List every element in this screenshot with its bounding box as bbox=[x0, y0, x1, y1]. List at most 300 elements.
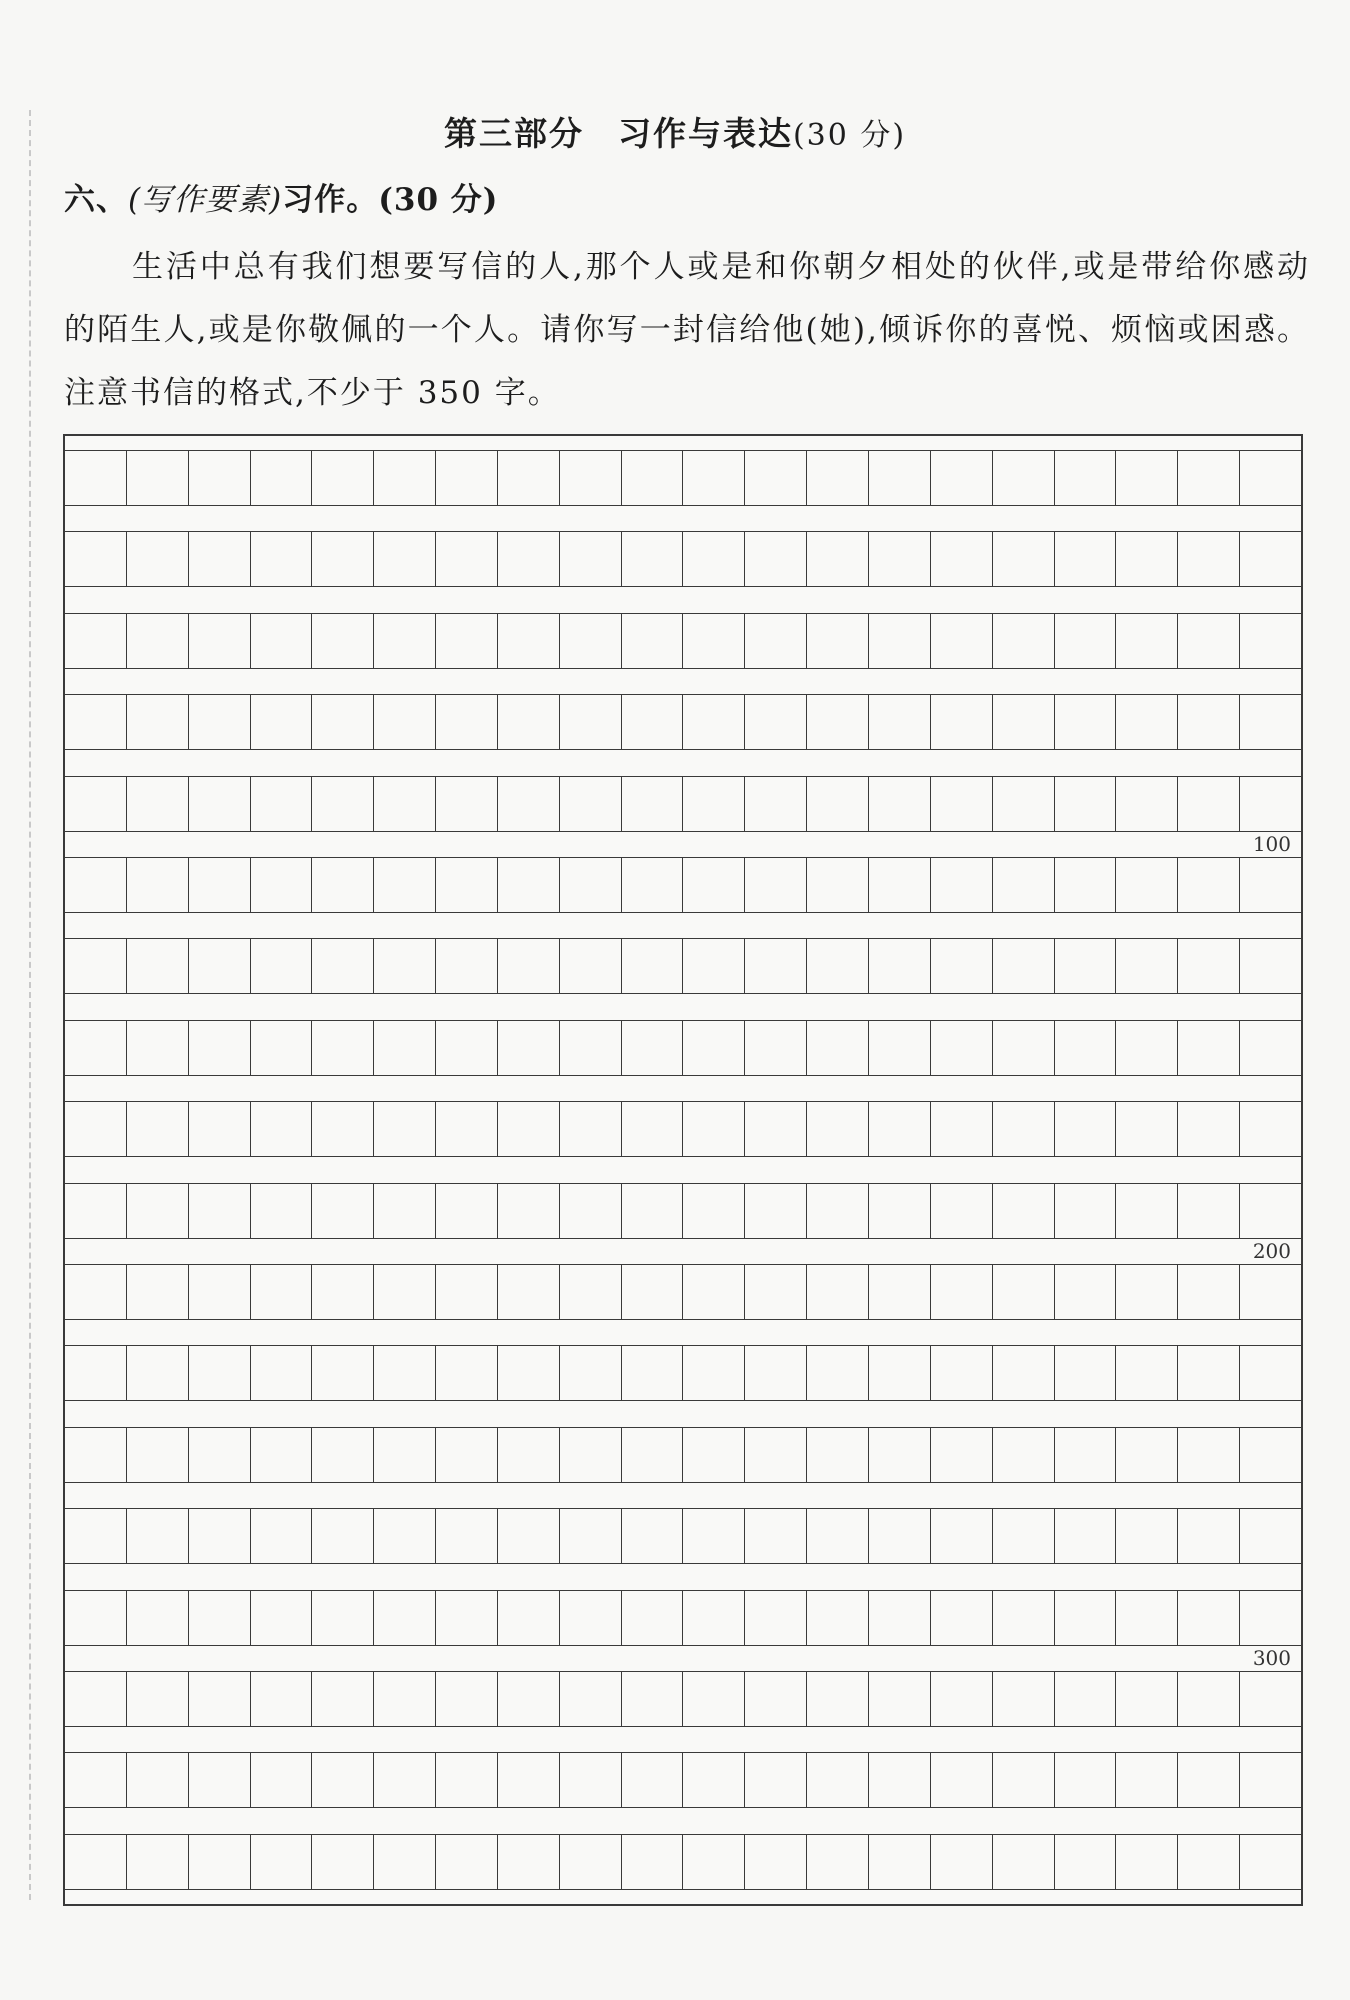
grid-cell[interactable] bbox=[622, 614, 684, 668]
grid-cell[interactable] bbox=[1116, 614, 1178, 668]
grid-cell[interactable] bbox=[807, 939, 869, 993]
grid-cell[interactable] bbox=[436, 1753, 498, 1807]
grid-cell[interactable] bbox=[931, 1428, 993, 1482]
grid-cell[interactable] bbox=[1055, 1184, 1117, 1238]
grid-cell[interactable] bbox=[745, 1265, 807, 1319]
grid-cell[interactable] bbox=[683, 858, 745, 912]
grid-cell[interactable] bbox=[1055, 1346, 1117, 1400]
grid-cell[interactable] bbox=[560, 1021, 622, 1075]
grid-cell[interactable] bbox=[65, 532, 127, 586]
grid-cell[interactable] bbox=[993, 695, 1055, 749]
grid-cell[interactable] bbox=[1116, 1021, 1178, 1075]
grid-cell[interactable] bbox=[560, 1184, 622, 1238]
grid-cell[interactable] bbox=[869, 939, 931, 993]
grid-cell[interactable] bbox=[931, 1672, 993, 1726]
grid-cell[interactable] bbox=[869, 614, 931, 668]
grid-cell[interactable] bbox=[931, 1102, 993, 1156]
grid-cell[interactable] bbox=[374, 939, 436, 993]
grid-cell[interactable] bbox=[993, 777, 1055, 831]
grid-cell[interactable] bbox=[745, 1753, 807, 1807]
grid-cell[interactable] bbox=[498, 1753, 560, 1807]
grid-cell[interactable] bbox=[374, 1428, 436, 1482]
grid-cell[interactable] bbox=[931, 858, 993, 912]
grid-cell[interactable] bbox=[622, 1753, 684, 1807]
grid-cell[interactable] bbox=[869, 451, 931, 505]
grid-cell[interactable] bbox=[374, 1265, 436, 1319]
grid-cell[interactable] bbox=[127, 1428, 189, 1482]
grid-cell[interactable] bbox=[1178, 451, 1240, 505]
grid-cell[interactable] bbox=[498, 1591, 560, 1645]
grid-cell[interactable] bbox=[127, 1672, 189, 1726]
grid-cell[interactable] bbox=[560, 939, 622, 993]
grid-cell[interactable] bbox=[807, 451, 869, 505]
grid-cell[interactable] bbox=[560, 532, 622, 586]
grid-cell[interactable] bbox=[65, 939, 127, 993]
grid-cell[interactable] bbox=[251, 1265, 313, 1319]
grid-cell[interactable] bbox=[807, 1184, 869, 1238]
grid-cell[interactable] bbox=[251, 1102, 313, 1156]
grid-cell[interactable] bbox=[1178, 1672, 1240, 1726]
grid-cell[interactable] bbox=[745, 451, 807, 505]
grid-cell[interactable] bbox=[436, 939, 498, 993]
grid-cell[interactable] bbox=[127, 1184, 189, 1238]
grid-cell[interactable] bbox=[251, 1184, 313, 1238]
grid-cell[interactable] bbox=[251, 1509, 313, 1563]
grid-cell[interactable] bbox=[65, 1265, 127, 1319]
grid-cell[interactable] bbox=[622, 1672, 684, 1726]
grid-cell[interactable] bbox=[683, 1591, 745, 1645]
grid-cell[interactable] bbox=[374, 614, 436, 668]
grid-cell[interactable] bbox=[189, 532, 251, 586]
grid-cell[interactable] bbox=[436, 777, 498, 831]
grid-cell[interactable] bbox=[745, 1428, 807, 1482]
grid-cell[interactable] bbox=[931, 1265, 993, 1319]
grid-cell[interactable] bbox=[127, 777, 189, 831]
grid-cell[interactable] bbox=[1116, 1102, 1178, 1156]
grid-cell[interactable] bbox=[251, 1835, 313, 1889]
grid-cell[interactable] bbox=[1240, 858, 1301, 912]
grid-cell[interactable] bbox=[993, 532, 1055, 586]
grid-cell[interactable] bbox=[251, 1346, 313, 1400]
grid-cell[interactable] bbox=[189, 939, 251, 993]
grid-cell[interactable] bbox=[931, 1835, 993, 1889]
grid-cell[interactable] bbox=[745, 1672, 807, 1726]
grid-cell[interactable] bbox=[745, 1509, 807, 1563]
grid-cell[interactable] bbox=[622, 939, 684, 993]
grid-cell[interactable] bbox=[312, 1102, 374, 1156]
grid-cell[interactable] bbox=[683, 1265, 745, 1319]
grid-cell[interactable] bbox=[1116, 532, 1178, 586]
grid-cell[interactable] bbox=[1240, 451, 1301, 505]
grid-cell[interactable] bbox=[1178, 695, 1240, 749]
grid-cell[interactable] bbox=[127, 1102, 189, 1156]
grid-cell[interactable] bbox=[993, 1753, 1055, 1807]
grid-cell[interactable] bbox=[1240, 1835, 1301, 1889]
grid-cell[interactable] bbox=[683, 939, 745, 993]
grid-cell[interactable] bbox=[1178, 1591, 1240, 1645]
grid-cell[interactable] bbox=[189, 858, 251, 912]
grid-cell[interactable] bbox=[560, 1509, 622, 1563]
grid-cell[interactable] bbox=[745, 1835, 807, 1889]
grid-cell[interactable] bbox=[374, 1672, 436, 1726]
grid-cell[interactable] bbox=[1116, 1672, 1178, 1726]
grid-cell[interactable] bbox=[745, 532, 807, 586]
grid-cell[interactable] bbox=[1116, 1835, 1178, 1889]
grid-cell[interactable] bbox=[869, 695, 931, 749]
grid-cell[interactable] bbox=[312, 1346, 374, 1400]
grid-cell[interactable] bbox=[807, 614, 869, 668]
grid-cell[interactable] bbox=[745, 1591, 807, 1645]
grid-cell[interactable] bbox=[498, 777, 560, 831]
grid-cell[interactable] bbox=[1116, 1346, 1178, 1400]
grid-cell[interactable] bbox=[189, 1021, 251, 1075]
grid-cell[interactable] bbox=[251, 939, 313, 993]
grid-cell[interactable] bbox=[931, 1184, 993, 1238]
grid-cell[interactable] bbox=[1116, 1753, 1178, 1807]
grid-cell[interactable] bbox=[1240, 1509, 1301, 1563]
grid-cell[interactable] bbox=[312, 614, 374, 668]
grid-cell[interactable] bbox=[498, 1021, 560, 1075]
grid-cell[interactable] bbox=[560, 1835, 622, 1889]
grid-cell[interactable] bbox=[189, 1184, 251, 1238]
grid-cell[interactable] bbox=[436, 1184, 498, 1238]
grid-cell[interactable] bbox=[1240, 1428, 1301, 1482]
grid-cell[interactable] bbox=[931, 532, 993, 586]
grid-cell[interactable] bbox=[931, 939, 993, 993]
grid-cell[interactable] bbox=[1055, 614, 1117, 668]
grid-cell[interactable] bbox=[993, 614, 1055, 668]
grid-cell[interactable] bbox=[1055, 1835, 1117, 1889]
grid-cell[interactable] bbox=[745, 939, 807, 993]
grid-cell[interactable] bbox=[622, 1021, 684, 1075]
grid-cell[interactable] bbox=[1240, 1102, 1301, 1156]
grid-cell[interactable] bbox=[869, 1835, 931, 1889]
grid-cell[interactable] bbox=[1178, 1265, 1240, 1319]
grid-cell[interactable] bbox=[993, 1346, 1055, 1400]
grid-cell[interactable] bbox=[498, 1102, 560, 1156]
grid-cell[interactable] bbox=[560, 695, 622, 749]
grid-cell[interactable] bbox=[807, 1102, 869, 1156]
grid-cell[interactable] bbox=[189, 1102, 251, 1156]
grid-cell[interactable] bbox=[312, 1753, 374, 1807]
grid-cell[interactable] bbox=[560, 614, 622, 668]
grid-cell[interactable] bbox=[189, 451, 251, 505]
grid-cell[interactable] bbox=[1116, 939, 1178, 993]
grid-cell[interactable] bbox=[436, 1509, 498, 1563]
grid-cell[interactable] bbox=[622, 695, 684, 749]
grid-cell[interactable] bbox=[312, 1021, 374, 1075]
grid-cell[interactable] bbox=[993, 1021, 1055, 1075]
grid-cell[interactable] bbox=[65, 1591, 127, 1645]
grid-cell[interactable] bbox=[374, 451, 436, 505]
grid-cell[interactable] bbox=[374, 1753, 436, 1807]
grid-cell[interactable] bbox=[1240, 1346, 1301, 1400]
grid-cell[interactable] bbox=[189, 1753, 251, 1807]
grid-cell[interactable] bbox=[807, 1753, 869, 1807]
grid-cell[interactable] bbox=[1055, 1591, 1117, 1645]
grid-cell[interactable] bbox=[993, 1509, 1055, 1563]
grid-cell[interactable] bbox=[127, 1346, 189, 1400]
grid-cell[interactable] bbox=[1055, 695, 1117, 749]
grid-cell[interactable] bbox=[498, 1346, 560, 1400]
grid-cell[interactable] bbox=[869, 532, 931, 586]
grid-cell[interactable] bbox=[65, 1509, 127, 1563]
grid-cell[interactable] bbox=[436, 858, 498, 912]
grid-cell[interactable] bbox=[65, 1753, 127, 1807]
grid-cell[interactable] bbox=[251, 614, 313, 668]
grid-cell[interactable] bbox=[251, 695, 313, 749]
grid-cell[interactable] bbox=[1116, 1509, 1178, 1563]
grid-cell[interactable] bbox=[683, 777, 745, 831]
grid-cell[interactable] bbox=[869, 1428, 931, 1482]
grid-cell[interactable] bbox=[1116, 1265, 1178, 1319]
grid-cell[interactable] bbox=[498, 1184, 560, 1238]
grid-cell[interactable] bbox=[869, 1346, 931, 1400]
grid-cell[interactable] bbox=[683, 1184, 745, 1238]
grid-cell[interactable] bbox=[498, 858, 560, 912]
grid-cell[interactable] bbox=[436, 1021, 498, 1075]
grid-cell[interactable] bbox=[807, 695, 869, 749]
grid-cell[interactable] bbox=[436, 1835, 498, 1889]
grid-cell[interactable] bbox=[251, 1591, 313, 1645]
grid-cell[interactable] bbox=[312, 451, 374, 505]
grid-cell[interactable] bbox=[807, 1591, 869, 1645]
grid-cell[interactable] bbox=[1055, 1428, 1117, 1482]
grid-cell[interactable] bbox=[498, 1265, 560, 1319]
grid-cell[interactable] bbox=[1055, 939, 1117, 993]
grid-cell[interactable] bbox=[869, 1672, 931, 1726]
grid-cell[interactable] bbox=[436, 1265, 498, 1319]
grid-cell[interactable] bbox=[807, 1835, 869, 1889]
grid-cell[interactable] bbox=[127, 532, 189, 586]
grid-cell[interactable] bbox=[993, 858, 1055, 912]
grid-cell[interactable] bbox=[1055, 858, 1117, 912]
grid-cell[interactable] bbox=[1116, 858, 1178, 912]
grid-cell[interactable] bbox=[869, 1591, 931, 1645]
grid-cell[interactable] bbox=[251, 777, 313, 831]
grid-cell[interactable] bbox=[498, 1509, 560, 1563]
grid-cell[interactable] bbox=[622, 858, 684, 912]
grid-cell[interactable] bbox=[65, 1184, 127, 1238]
grid-cell[interactable] bbox=[683, 1021, 745, 1075]
grid-cell[interactable] bbox=[1055, 451, 1117, 505]
grid-cell[interactable] bbox=[127, 1753, 189, 1807]
grid-cell[interactable] bbox=[498, 614, 560, 668]
grid-cell[interactable] bbox=[1178, 532, 1240, 586]
grid-cell[interactable] bbox=[1240, 614, 1301, 668]
grid-cell[interactable] bbox=[1116, 1428, 1178, 1482]
grid-cell[interactable] bbox=[312, 1591, 374, 1645]
grid-cell[interactable] bbox=[1240, 532, 1301, 586]
grid-cell[interactable] bbox=[251, 1021, 313, 1075]
grid-cell[interactable] bbox=[745, 858, 807, 912]
grid-cell[interactable] bbox=[189, 1591, 251, 1645]
grid-cell[interactable] bbox=[622, 1428, 684, 1482]
grid-cell[interactable] bbox=[498, 695, 560, 749]
grid-cell[interactable] bbox=[683, 1346, 745, 1400]
grid-cell[interactable] bbox=[993, 451, 1055, 505]
grid-cell[interactable] bbox=[993, 939, 1055, 993]
grid-cell[interactable] bbox=[65, 858, 127, 912]
grid-cell[interactable] bbox=[683, 1102, 745, 1156]
grid-cell[interactable] bbox=[1116, 451, 1178, 505]
grid-cell[interactable] bbox=[1178, 1428, 1240, 1482]
grid-cell[interactable] bbox=[312, 939, 374, 993]
grid-cell[interactable] bbox=[869, 1102, 931, 1156]
grid-cell[interactable] bbox=[374, 1346, 436, 1400]
grid-cell[interactable] bbox=[622, 1184, 684, 1238]
grid-cell[interactable] bbox=[1240, 1265, 1301, 1319]
grid-cell[interactable] bbox=[869, 1265, 931, 1319]
grid-cell[interactable] bbox=[189, 1346, 251, 1400]
grid-cell[interactable] bbox=[993, 1428, 1055, 1482]
grid-cell[interactable] bbox=[127, 1021, 189, 1075]
grid-cell[interactable] bbox=[251, 1753, 313, 1807]
grid-cell[interactable] bbox=[498, 1428, 560, 1482]
grid-cell[interactable] bbox=[1055, 1021, 1117, 1075]
grid-cell[interactable] bbox=[498, 532, 560, 586]
grid-cell[interactable] bbox=[374, 1021, 436, 1075]
grid-cell[interactable] bbox=[436, 614, 498, 668]
grid-cell[interactable] bbox=[189, 1509, 251, 1563]
grid-cell[interactable] bbox=[127, 1265, 189, 1319]
grid-cell[interactable] bbox=[374, 1184, 436, 1238]
grid-cell[interactable] bbox=[127, 614, 189, 668]
grid-cell[interactable] bbox=[374, 777, 436, 831]
grid-cell[interactable] bbox=[1055, 532, 1117, 586]
grid-cell[interactable] bbox=[1178, 1835, 1240, 1889]
grid-cell[interactable] bbox=[374, 1509, 436, 1563]
grid-cell[interactable] bbox=[436, 1672, 498, 1726]
grid-cell[interactable] bbox=[1116, 695, 1178, 749]
grid-cell[interactable] bbox=[189, 1835, 251, 1889]
grid-cell[interactable] bbox=[374, 1591, 436, 1645]
grid-cell[interactable] bbox=[374, 858, 436, 912]
grid-cell[interactable] bbox=[745, 1346, 807, 1400]
grid-cell[interactable] bbox=[127, 1591, 189, 1645]
grid-cell[interactable] bbox=[1240, 1021, 1301, 1075]
grid-cell[interactable] bbox=[931, 1346, 993, 1400]
grid-cell[interactable] bbox=[498, 939, 560, 993]
grid-cell[interactable] bbox=[65, 614, 127, 668]
grid-cell[interactable] bbox=[931, 1509, 993, 1563]
grid-cell[interactable] bbox=[560, 1428, 622, 1482]
grid-cell[interactable] bbox=[65, 1102, 127, 1156]
grid-cell[interactable] bbox=[1178, 858, 1240, 912]
grid-cell[interactable] bbox=[251, 1428, 313, 1482]
grid-cell[interactable] bbox=[374, 1835, 436, 1889]
grid-cell[interactable] bbox=[436, 532, 498, 586]
grid-cell[interactable] bbox=[560, 451, 622, 505]
grid-cell[interactable] bbox=[65, 451, 127, 505]
grid-cell[interactable] bbox=[127, 695, 189, 749]
grid-cell[interactable] bbox=[1178, 1184, 1240, 1238]
grid-cell[interactable] bbox=[560, 1672, 622, 1726]
grid-cell[interactable] bbox=[993, 1102, 1055, 1156]
grid-cell[interactable] bbox=[931, 1021, 993, 1075]
grid-cell[interactable] bbox=[189, 1672, 251, 1726]
grid-cell[interactable] bbox=[683, 1509, 745, 1563]
grid-cell[interactable] bbox=[127, 1509, 189, 1563]
grid-cell[interactable] bbox=[683, 1672, 745, 1726]
grid-cell[interactable] bbox=[807, 1672, 869, 1726]
grid-cell[interactable] bbox=[622, 777, 684, 831]
grid-cell[interactable] bbox=[127, 451, 189, 505]
grid-cell[interactable] bbox=[436, 695, 498, 749]
grid-cell[interactable] bbox=[869, 1021, 931, 1075]
grid-cell[interactable] bbox=[1055, 1509, 1117, 1563]
grid-cell[interactable] bbox=[436, 1346, 498, 1400]
grid-cell[interactable] bbox=[560, 777, 622, 831]
grid-cell[interactable] bbox=[1178, 1021, 1240, 1075]
grid-cell[interactable] bbox=[65, 1021, 127, 1075]
grid-cell[interactable] bbox=[189, 1265, 251, 1319]
grid-cell[interactable] bbox=[807, 777, 869, 831]
grid-cell[interactable] bbox=[312, 1184, 374, 1238]
grid-cell[interactable] bbox=[807, 1509, 869, 1563]
grid-cell[interactable] bbox=[374, 1102, 436, 1156]
grid-cell[interactable] bbox=[993, 1591, 1055, 1645]
grid-cell[interactable] bbox=[189, 614, 251, 668]
grid-cell[interactable] bbox=[683, 614, 745, 668]
grid-cell[interactable] bbox=[436, 1591, 498, 1645]
grid-cell[interactable] bbox=[189, 695, 251, 749]
grid-cell[interactable] bbox=[65, 1428, 127, 1482]
grid-cell[interactable] bbox=[931, 1753, 993, 1807]
grid-cell[interactable] bbox=[1178, 1346, 1240, 1400]
grid-cell[interactable] bbox=[745, 614, 807, 668]
grid-cell[interactable] bbox=[251, 451, 313, 505]
grid-cell[interactable] bbox=[1240, 1753, 1301, 1807]
grid-cell[interactable] bbox=[498, 1835, 560, 1889]
grid-cell[interactable] bbox=[127, 1835, 189, 1889]
grid-cell[interactable] bbox=[1116, 1184, 1178, 1238]
grid-cell[interactable] bbox=[374, 532, 436, 586]
grid-cell[interactable] bbox=[1240, 695, 1301, 749]
grid-cell[interactable] bbox=[683, 1835, 745, 1889]
grid-cell[interactable] bbox=[1055, 1102, 1117, 1156]
grid-cell[interactable] bbox=[807, 1346, 869, 1400]
grid-cell[interactable] bbox=[931, 1591, 993, 1645]
grid-cell[interactable] bbox=[807, 1428, 869, 1482]
grid-cell[interactable] bbox=[560, 1102, 622, 1156]
grid-cell[interactable] bbox=[622, 532, 684, 586]
grid-cell[interactable] bbox=[1240, 939, 1301, 993]
grid-cell[interactable] bbox=[251, 858, 313, 912]
grid-cell[interactable] bbox=[683, 532, 745, 586]
grid-cell[interactable] bbox=[622, 1102, 684, 1156]
grid-cell[interactable] bbox=[1116, 777, 1178, 831]
grid-cell[interactable] bbox=[436, 1102, 498, 1156]
grid-cell[interactable] bbox=[127, 939, 189, 993]
grid-cell[interactable] bbox=[251, 1672, 313, 1726]
grid-cell[interactable] bbox=[931, 777, 993, 831]
grid-cell[interactable] bbox=[312, 1509, 374, 1563]
grid-cell[interactable] bbox=[560, 1591, 622, 1645]
grid-cell[interactable] bbox=[498, 1672, 560, 1726]
grid-cell[interactable] bbox=[65, 777, 127, 831]
grid-cell[interactable] bbox=[683, 1753, 745, 1807]
grid-cell[interactable] bbox=[1055, 1265, 1117, 1319]
grid-cell[interactable] bbox=[1178, 939, 1240, 993]
grid-cell[interactable] bbox=[560, 858, 622, 912]
grid-cell[interactable] bbox=[807, 532, 869, 586]
grid-cell[interactable] bbox=[560, 1753, 622, 1807]
grid-cell[interactable] bbox=[65, 1672, 127, 1726]
grid-cell[interactable] bbox=[1055, 1672, 1117, 1726]
grid-cell[interactable] bbox=[745, 1184, 807, 1238]
grid-cell[interactable] bbox=[1116, 1591, 1178, 1645]
